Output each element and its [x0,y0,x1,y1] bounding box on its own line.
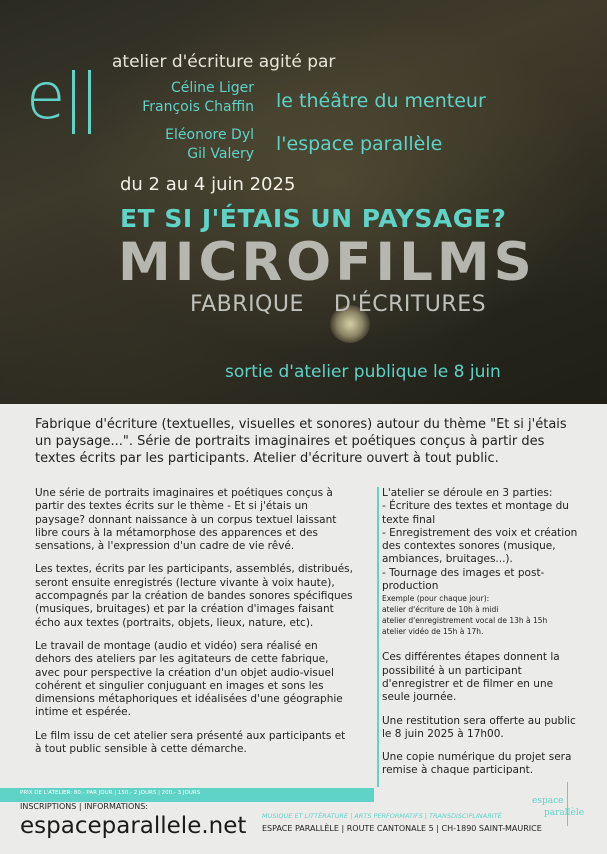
body-paragraph: Le film issu de cet atelier sera présenté aux participants et à tout public sensible à cette démarche. [35,729,346,756]
person-name: Gil Valery [187,146,254,162]
secondary-title: FABRIQUE D'ÉCRITURES [190,292,487,317]
logo-bar-right [88,70,91,134]
person-name: François Chaffin [142,99,254,115]
left-column [35,487,355,766]
logo-mark-line [567,782,568,826]
intro-paragraph: Fabrique d'écriture (textuelles, visuelles et sonores) autour du thème "Et si j'étais un paysage...". Série de portraits imaginaires et poétiques conçus à partir des textes écrits par les participants. Atelier d'écriture ouvert à tout public. [35,417,567,466]
body-paragraph: Une copie numérique du projet sera remise à chaque participant. [382,751,572,777]
person-name: Eléonore Dyl [165,127,254,143]
event-dates: du 2 au 4 juin 2025 [120,174,296,195]
body-paragraph: Le travail de montage (audio et vidéo) sera réalisé en dehors des ateliers par les agitateurs de cette fabrique, avec pour perspective la création d'un objet audio-visuel cohérent et singulier conjuguant en images et sons les dimensions métaphoriques et idéalisées d'une géographie intime et espérée. [35,639,343,719]
price-info: PRIX DE L'ATELIER: 80.- PAR JOUR | 150.- 2 JOURS | 200.- 3 JOURS [20,790,201,796]
example-heading: Exemple (pour chaque jour): [382,594,490,604]
workshop-subtitle: atelier d'écriture agité par [112,52,336,72]
discipline-tags: MUSIQUE ET LITTÉRATURE | ARTS PERFORMATIFS | TRANSDISCIPLINARITÉ [262,812,502,820]
person-name: Céline Liger [170,80,254,96]
public-release-note: sortie d'atelier publique le 8 juin [225,362,501,382]
logo-mark-text: parallèle [544,808,585,818]
part-item: - Écriture des textes et montage du texte final [382,500,569,526]
body-paragraph: Une restitution sera offerte au public le 8 juin 2025 à 17h00. [382,714,576,740]
example-line: atelier d'écriture de 10h à midi [382,605,499,615]
schedule-heading: L'atelier se déroule en 3 parties: [382,487,553,499]
logo-letter: e [26,60,64,134]
postal-address: ESPACE PARALLÈLE | ROUTE CANTONALE 5 | CH-1890 SAINT-MAURICE [262,824,542,833]
logo-mark-text: espace [532,796,564,806]
venue-name: l'espace parallèle [276,133,443,155]
logo-bar-left [72,70,75,134]
example-line: atelier d'enregistrement vocal de 13h à 15h [382,616,548,626]
main-title: MICROFILMS [118,232,536,293]
column-divider [377,487,379,787]
inscriptions-label: INSCRIPTIONS | INFORMATIONS: [20,802,148,811]
part-item: - Tournage des images et post-production [382,566,545,593]
hero-banner [0,0,607,404]
theme-title: ET SI J'ÉTAIS UN PAYSAGE? [120,204,507,233]
part-item: - Enregistrement des voix et création des contextes sonores (musique, ambiances, bruitages...). [382,526,578,566]
body-paragraph: Ces différentes étapes donnent la possibilité à un participant d'enregistrer et de filmer en une seule journée. [382,651,560,704]
example-line: atelier vidéo de 15h à 17h. [382,627,484,637]
right-column [382,487,582,788]
venue-name: le théâtre du menteur [276,90,486,112]
website-link[interactable]: espaceparallele.net [20,813,247,839]
body-paragraph: Les textes, écrits par les participants, assemblés, distribués, seront ensuite enregistrés (lecture vivante à voix haute), accompagnés par la création de bandes sonores spécifiques (musiques, bruitages) et par la création d'images faisant écho aux textes (portraits, objets, lieux, nature, etc). [35,563,353,629]
body-paragraph: Une série de portraits imaginaires et poétiques conçus à partir des textes écrits sur le thème - Et si j'étais un paysage? donnant naissance à un corpus textuel laissant libre cours à la métamorphose des apparences et des sensations, à l'expression d'un cadre de vie rêvé. [35,487,337,553]
